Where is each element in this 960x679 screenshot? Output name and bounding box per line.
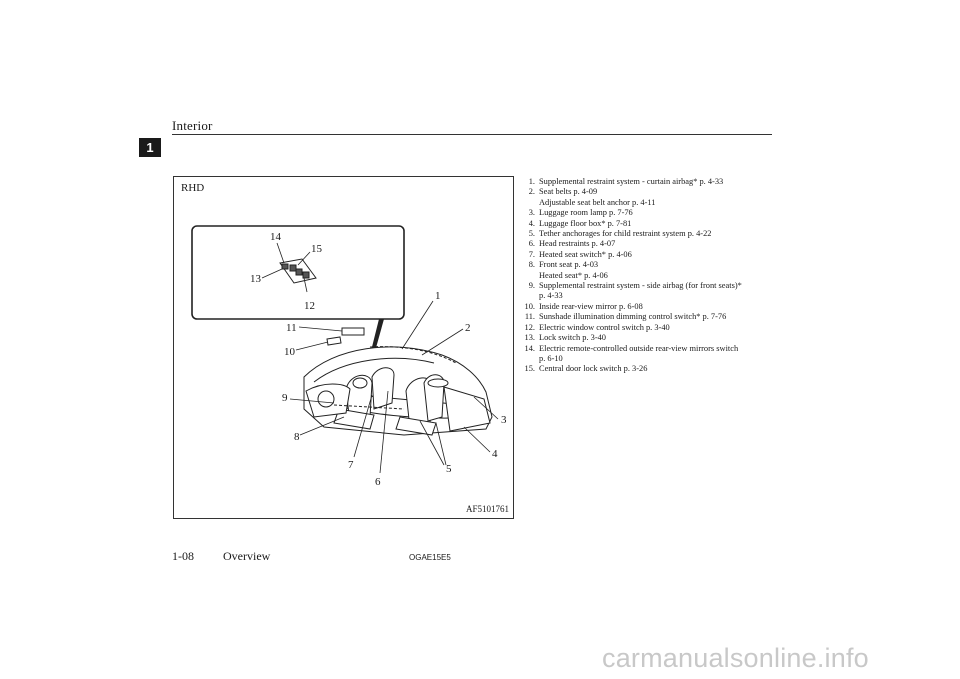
callout-13: 13 [250, 273, 261, 285]
callout-3: 3 [501, 414, 507, 426]
callout-7: 7 [348, 459, 354, 471]
callout-4: 4 [492, 448, 498, 460]
callout-6: 6 [375, 476, 381, 488]
sunshade-switch [342, 328, 364, 335]
footer-page-number: 1-08 [172, 549, 194, 563]
list-item: 10. Inside rear-view mirror p. 6-08 [524, 301, 643, 311]
list-item: 5. Tether anchorages for child restraint system p. 4-22 [528, 229, 712, 239]
list-item: 1. Supplemental restraint system - curtain airbag* p. 4-33 [528, 177, 724, 186]
list-item: 14. Electric remote-controlled outside rear-view mirrors switch p. 6-10 [524, 343, 739, 363]
callout-1: 1 [435, 290, 441, 302]
footer-section: Overview [223, 549, 271, 563]
callout-14: 14 [270, 231, 281, 243]
list-item: 2. Seat belts p. 4-09 Adjustable seat belt anchor p. 4-11 [528, 187, 656, 207]
callout-10: 10 [284, 346, 295, 358]
list-item: 8. Front seat p. 4-03 Heated seat* p. 4-06 [528, 260, 608, 280]
variant-label: RHD [181, 182, 205, 194]
callout-15: 15 [311, 243, 322, 255]
component-list [514, 177, 764, 375]
header-title: Interior [172, 118, 213, 133]
list-item: 4. Luggage floor box* p. 7-81 [528, 218, 632, 228]
list-item: 3. Luggage room lamp p. 7-76 [528, 208, 633, 218]
callout-9: 9 [282, 392, 288, 404]
interior-illustration [174, 177, 515, 520]
callout-2: 2 [465, 322, 471, 334]
watermark: carmanualsonline.info [602, 643, 869, 673]
rear-view-mirror [327, 337, 341, 345]
list-item: 11. Sunshade illumination dimming control switch* p. 7-76 [524, 312, 727, 322]
chapter-tab: 1 [139, 138, 161, 157]
figure-id: AF5101761 [465, 504, 509, 514]
callout-5: 5 [446, 463, 452, 475]
list-item: 6. Head restraints p. 4-07 [528, 239, 616, 249]
callout-8: 8 [294, 431, 300, 443]
list-item: 12. Electric window control switch p. 3-40 [524, 322, 670, 332]
list-item: 7. Heated seat switch* p. 4-06 [528, 249, 632, 259]
footer-code: OGAE15E5 [409, 553, 451, 562]
list-item: 9. Supplemental restraint system - side airbag (for front seats)* p. 4-33 [528, 281, 742, 301]
callout-11: 11 [286, 322, 297, 334]
list-item: 15. Central door lock switch p. 3-26 [524, 364, 648, 374]
interior-figure [173, 176, 514, 519]
list-item: 13. Lock switch p. 3-40 [524, 333, 606, 343]
callout-12: 12 [304, 300, 315, 312]
header-rule [172, 134, 772, 135]
